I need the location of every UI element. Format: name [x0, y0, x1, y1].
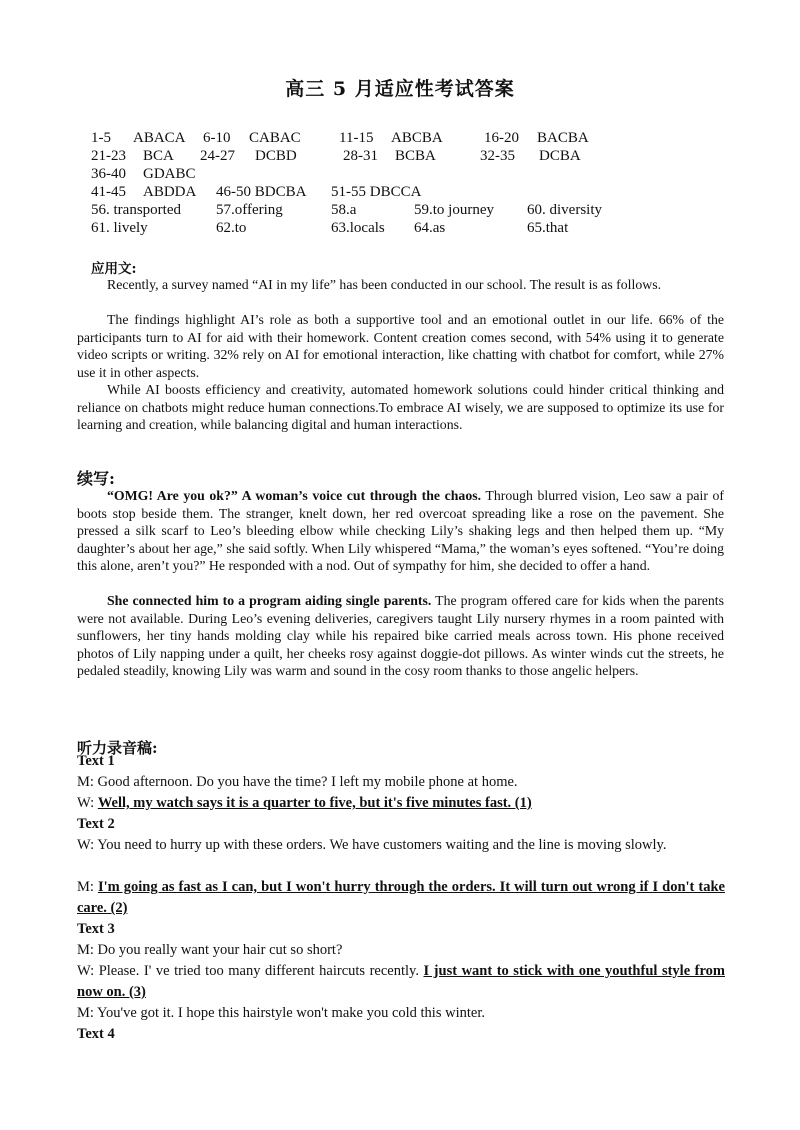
answer-group: 46-50 BDCBA [216, 184, 307, 200]
fill-answer: 61. lively [91, 220, 148, 236]
key-answer-sentence: I'm going as fast as I can, but I won't hurry through the orders. It will turn out wrong if I don't take care. (2) [77, 879, 725, 916]
continuation-text-1: Through blurred vision, Leo saw a pair of boots stop beside them. The stranger, knelt down, her red overcoat spreading like a rose on the pavement. She pressed a silk scarf to Leo’s bleeding elbow while checking Lily’s shaking legs and then helped them up. “My daughter’s about her age,” she said softly. When Lily whispered “Mama,” the woman’s eyes softened. “You’re doing this alone, aren’t you?” He responded with a nod. Out of sympathy for him, she decided to offer a hand. [77, 488, 725, 574]
answer-letters: BCA [143, 148, 174, 164]
question-range: 28-31 [343, 148, 378, 164]
question-range: 36-40 [91, 166, 126, 182]
fill-answer: 59.to journey [414, 202, 494, 218]
speaker-prefix: W: [77, 795, 98, 811]
fill-answer: 58.a [331, 202, 357, 218]
continuation-lead-1: “OMG! Are you ok?” A woman’s voice cut through the chaos. [107, 488, 482, 503]
dialogue-line: M: Good afternoon. Do you have the time? I left my mobile phone at home. [77, 774, 518, 790]
fill-answer: 57.offering [216, 202, 283, 218]
key-answer-sentence: I just want to stick with one youthful style from now on. (3) [77, 963, 725, 1000]
writing-paragraph: While AI boosts efficiency and creativity, automated homework solutions could hinder critical thinking and reliance on chatbots might reduce human connections.To embrace AI wisely, we are supposed to optimize its use for learning and creation, while balancing digital and human interactions. [77, 382, 724, 433]
answer-group: 51-55 DBCCA [331, 184, 422, 200]
question-range: 6-10 [203, 130, 231, 146]
listening-label: 听力录音稿: [77, 739, 158, 757]
writing-label: 应用文: [91, 261, 137, 277]
fill-answer: 64.as [414, 220, 446, 236]
question-range: 32-35 [480, 148, 515, 164]
answer-letters: ABCBA [391, 130, 443, 146]
continuation-label: 续写: [77, 469, 115, 488]
page-title: 高三 5 月适应性考试答案 [285, 78, 515, 100]
answer-letters: ABACA [133, 130, 186, 146]
question-range: 16-20 [484, 130, 519, 146]
question-range: 1-5 [91, 130, 111, 146]
speaker-prefix: W: Please. I' ve tried too many different haircuts recently. [77, 963, 424, 979]
text-heading: Text 2 [77, 816, 115, 832]
continuation-text-2: The program offered care for kids when the parents were not available. During Leo’s evening deliveries, caregivers taught Lily nursery rhymes in a room painted with sunflowers, her tiny hands molding clay while his repaired bike carried meals across town. His phone received photos of Lily napping under a quilt, her cheeks rosy against doggie-dot pillows. As winter winds cut the streets, he pedaled steadily, knowing Lily was warm and sound in the cosy room thanks to those angelic helpers. [77, 593, 724, 679]
fill-answer: 63.locals [331, 220, 385, 236]
question-range: 41-45 [91, 184, 126, 200]
question-range: 21-23 [91, 148, 126, 164]
answer-letters: CABAC [249, 130, 301, 146]
fill-answer: 56. transported [91, 202, 181, 218]
dialogue-line [77, 877, 725, 919]
question-range: 24-27 [200, 148, 235, 164]
dialogue-line [77, 961, 725, 1003]
answer-letters: DCBD [255, 148, 297, 164]
writing-paragraph: Recently, a survey named “AI in my life” has been conducted in our school. The result is as follows. [107, 277, 662, 292]
text-heading: Text 3 [77, 921, 115, 937]
continuation-paragraph-2 [77, 592, 724, 680]
answer-letters: BACBA [537, 130, 589, 146]
fill-answer: 60. diversity [527, 202, 602, 218]
dialogue-line [77, 793, 725, 814]
answer-letters: ABDDA [143, 184, 197, 200]
answer-letters: GDABC [143, 166, 196, 182]
key-answer-sentence: Well, my watch says it is a quarter to five, but it's five minutes fast. (1) [97, 795, 532, 811]
continuation-paragraph-1 [77, 487, 724, 575]
answer-letters: DCBA [539, 148, 581, 164]
fill-answer: 62.to [216, 220, 247, 236]
writing-paragraph: The findings highlight AI’s role as both a supportive tool and an emotional outlet in our life. 66% of the participants turn to AI for aid with their homework. Content creation comes second, with 54% using it to generate video scripts or writing. 32% rely on AI for emotional interaction, like chatting with chatbot for comfort, while 27% use it in other aspects. [77, 312, 724, 380]
speaker-prefix: M: [77, 879, 98, 895]
text-heading: Text 1 [77, 753, 115, 769]
answer-letters: BCBA [395, 148, 436, 164]
dialogue-line: W: You need to hurry up with these orders. We have customers waiting and the line is moving slowly. [77, 837, 667, 853]
continuation-lead-2: She connected him to a program aiding single parents. [107, 593, 432, 608]
question-range: 11-15 [339, 130, 374, 146]
dialogue-line: M: Do you really want your hair cut so short? [77, 942, 343, 958]
dialogue-line: M: You've got it. I hope this hairstyle won't make you cold this winter. [77, 1005, 485, 1021]
fill-answer: 65.that [527, 220, 569, 236]
text-heading: Text 4 [77, 1026, 115, 1042]
